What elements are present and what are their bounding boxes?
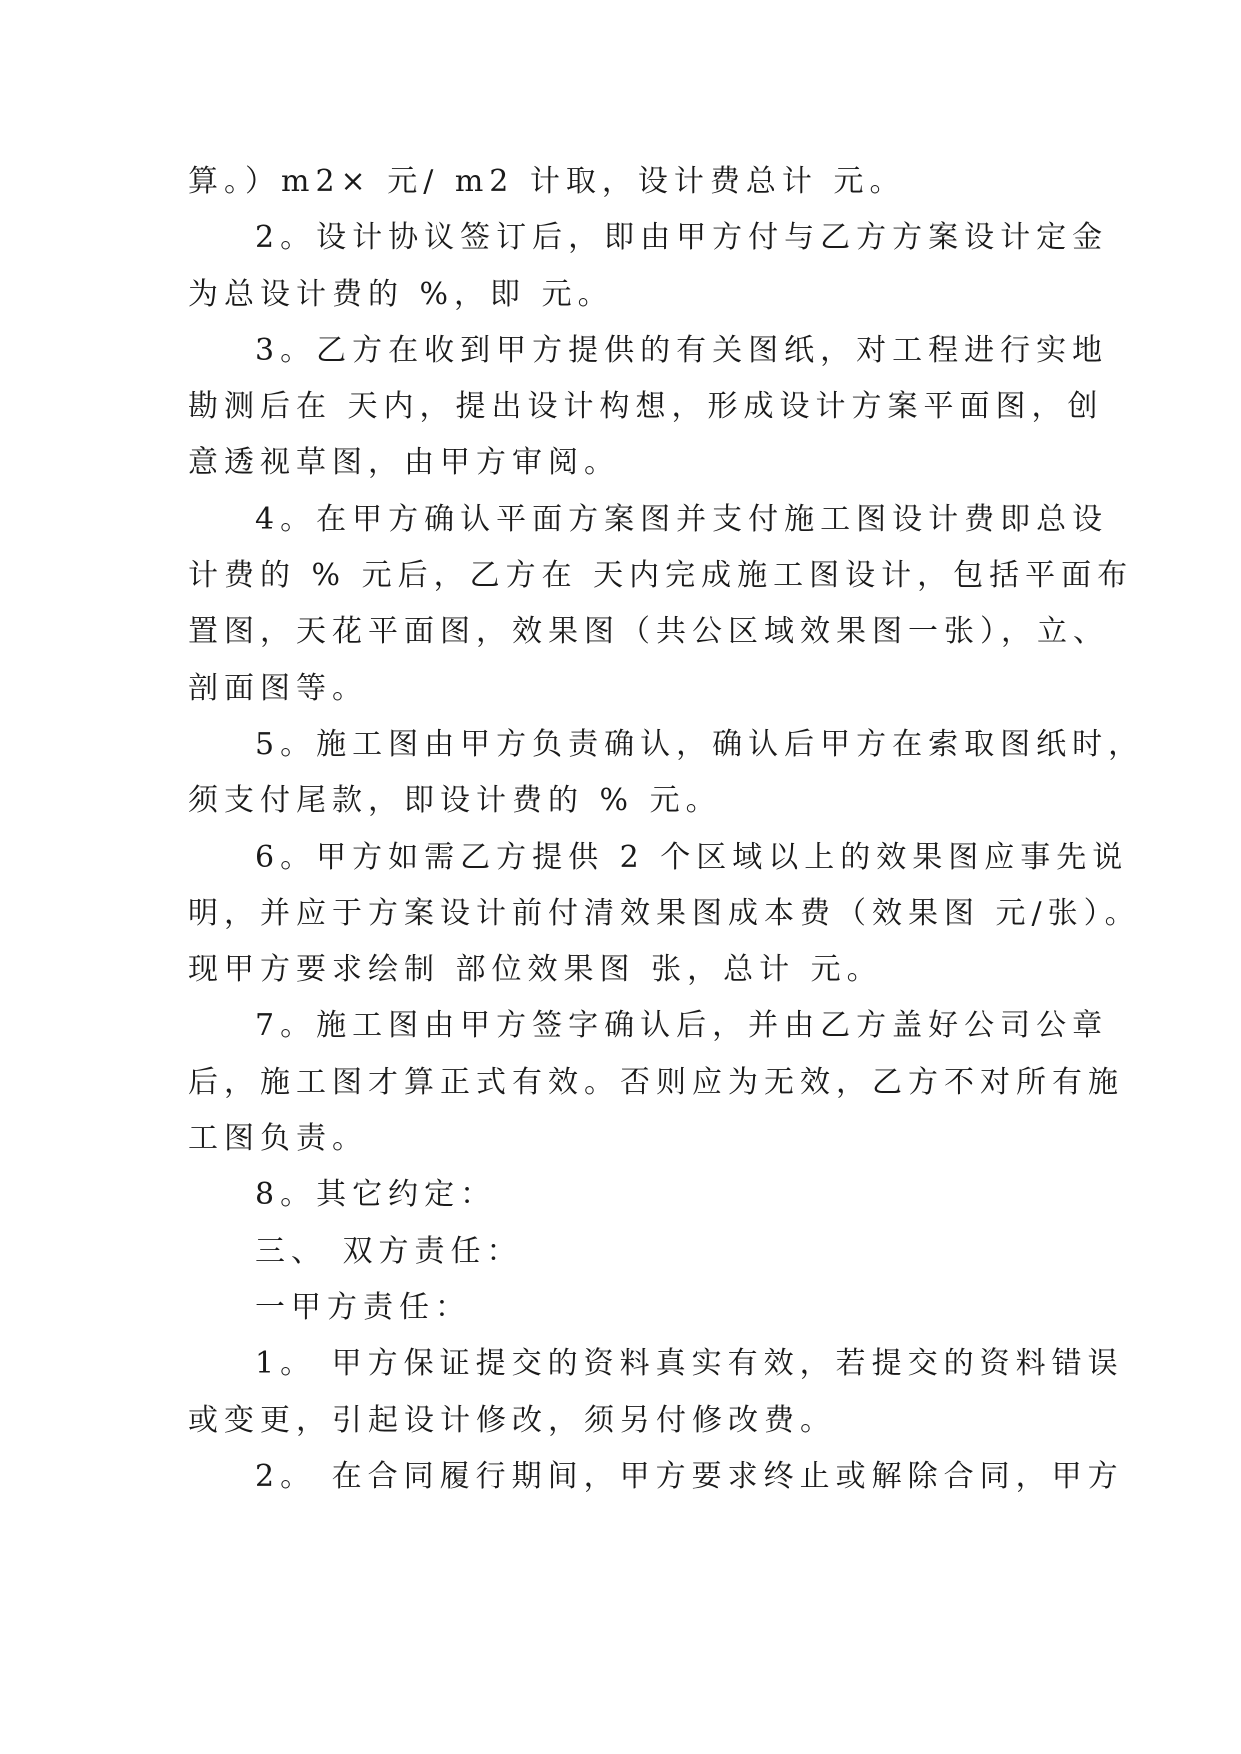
contract-text-body bbox=[188, 154, 1145, 1505]
text-line: 2。 在合同履行期间，甲方要求终止或解除合同，甲方 bbox=[255, 1458, 1124, 1494]
subsection-heading: 一甲方责任： bbox=[255, 1289, 471, 1325]
text-line: 计费的 % 元后，乙方在 天内完成施工图设计，包括平面布 bbox=[188, 558, 1134, 594]
text-line: 1。 甲方保证提交的资料真实有效，若提交的资料错误 bbox=[255, 1346, 1124, 1382]
text-line: 或变更，引起设计修改，须另付修改费。 bbox=[188, 1402, 836, 1438]
text-line: 现甲方要求绘制 部位效果图 张，总计 元。 bbox=[188, 952, 883, 988]
text-line: 3。乙方在收到甲方提供的有关图纸，对工程进行实地 bbox=[255, 332, 1109, 368]
text-line: 5。施工图由甲方负责确认，确认后甲方在索取图纸时， bbox=[255, 726, 1145, 762]
text-line: 为总设计费的 %，即 元。 bbox=[188, 276, 614, 312]
text-line: 工图负责。 bbox=[188, 1121, 368, 1157]
text-line: 剖面图等。 bbox=[188, 670, 368, 706]
text-line: 意透视草图，由甲方审阅。 bbox=[188, 445, 620, 481]
text-line: 8。其它约定： bbox=[255, 1177, 497, 1213]
text-line: 须支付尾款，即设计费的 % 元。 bbox=[188, 783, 722, 819]
text-line: 置图，天花平面图，效果图（共公区域效果图一张），立、 bbox=[188, 614, 1109, 650]
text-line: 后，施工图才算正式有效。否则应为无效，乙方不对所有施 bbox=[188, 1064, 1124, 1100]
text-line: 7。施工图由甲方签字确认后，并由乙方盖好公司公章 bbox=[255, 1008, 1109, 1044]
text-line: 明，并应于方案设计前付清效果图成本费（效果图 元/张）。 bbox=[188, 895, 1141, 931]
text-line: 算。）m2× 元/ m2 计取，设计费总计 元。 bbox=[188, 164, 906, 199]
text-line: 勘测后在 天内，提出设计构想，形成设计方案平面图，创 bbox=[188, 389, 1104, 425]
text-line: 2。设计协议签订后，即由甲方付与乙方方案设计定金 bbox=[255, 220, 1109, 256]
text-line: 4。在甲方确认平面方案图并支付施工图设计费即总设 bbox=[255, 501, 1109, 537]
text-line: 6。甲方如需乙方提供 2 个区域以上的效果图应事先说 bbox=[255, 839, 1129, 875]
section-heading: 三、 双方责任： bbox=[255, 1233, 523, 1269]
